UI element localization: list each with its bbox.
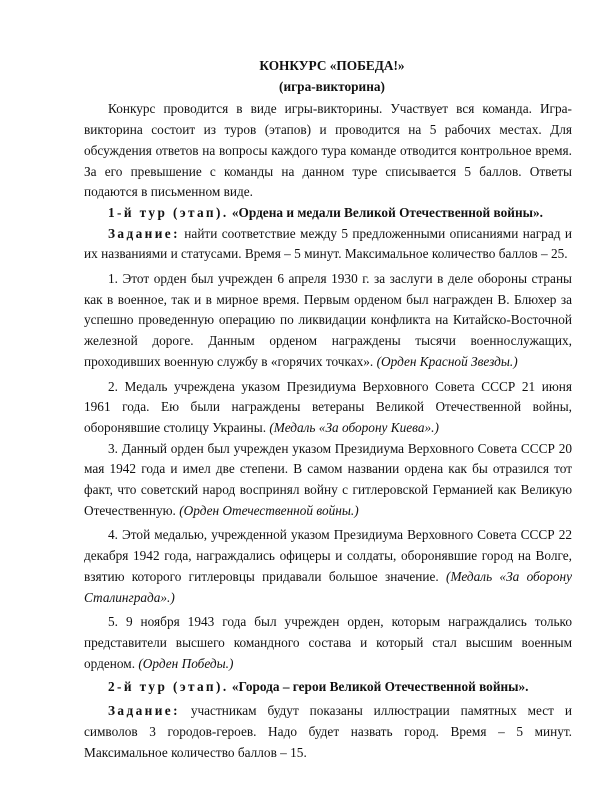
question-4-answer: (Медаль «За оборону Сталинграда».)	[84, 568, 573, 605]
question-4-text: 4. Этой медалью, учрежденной указом Президиума Верховного Совета СССР 22 декабря 1942 года, награждались офицеры и солдаты, оборонявшие город на Волге, взятию которого гитлеровцы придавали большое значение.	[84, 527, 572, 584]
round1-title: «Ордена и медали Великой Отечественной войны».	[231, 204, 543, 220]
question-2	[84, 377, 572, 439]
question-1	[84, 269, 572, 373]
round2-title: «Города – герои Великой Отечественной войны».	[231, 679, 529, 695]
round2-label: 2-й тур (этап).	[108, 679, 229, 695]
question-5-answer: (Орден Победы.)	[138, 655, 234, 671]
question-5	[84, 612, 572, 674]
round1-label: 1-й тур (этап).	[108, 204, 229, 220]
round2-heading	[84, 677, 572, 698]
round2-task-label: Задание:	[108, 703, 180, 719]
document-title: КОНКУРС «ПОБЕДА!»	[259, 58, 405, 73]
question-1-text: 1. Этот орден был учрежден 6 апреля 1930 г. за заслуги в деле обороны страны как в военное, так и в мирное время. Первым орденом был награжден В. Блюхер за успешно проведенную операцию по ликвидации конфликта на Китайско-Восточной железной дороге. Данным орденом награждены тысячи военнослужащих, проходивших военную службу в «горячих точках».	[84, 271, 572, 369]
round1-task-label: Задание:	[108, 225, 180, 241]
round1-task	[84, 224, 572, 265]
round2-task	[84, 701, 572, 763]
question-1-answer: (Орден Красной Звезды.)	[376, 353, 518, 369]
round2-task-text: участникам будут показаны иллюстрации памятных мест и символов 3 городов-героев. Надо будет назвать город. Время – 5 минут. Максимальное количество баллов – 15.	[84, 703, 572, 760]
question-5-text: 5. 9 ноября 1943 года был учрежден орден, которым награждались только представители высшего командного состава и который стал высшим военным орденом.	[84, 614, 572, 671]
question-2-text: 2. Медаль учреждена указом Президиума Верховного Совета СССР 21 июня 1961 года. Ею были награждены ветераны Великой Отечественной войны, оборонявшие столицу Украины.	[84, 378, 572, 435]
question-4	[84, 525, 572, 608]
intro-paragraph: Конкурс проводится в виде игры-викторины. Участвует вся команда. Игра-викторина состоит из туров (этапов) и проводится на 5 рабочих местах. Для обсуждения ответов на вопросы каждого тура команде отводится контрольное время. За его превышение с команды на данном туре списывается 5 баллов. Ответы подаются в письменном виде.	[84, 101, 572, 200]
question-3	[84, 439, 572, 522]
round1-heading	[84, 203, 572, 224]
document-subtitle: (игра-викторина)	[279, 78, 385, 94]
question-3-answer: (Орден Отечественной войны.)	[179, 502, 359, 518]
question-3-text: 3. Данный орден был учрежден указом Президиума Верховного Совета СССР 20 мая 1942 года и имел две степени. В самом названии ордена как бы отразился тот факт, что советский народ воспринял войну с гитлеровской Германией как Великую Отечественную.	[84, 440, 572, 518]
round1-task-text: найти соответствие между 5 предложенными описаниями наград и их названиями и статусами. Время – 5 минут. Максимальное количество баллов – 25.	[84, 225, 572, 262]
question-2-answer: (Медаль «За оборону Киева».)	[269, 419, 439, 435]
